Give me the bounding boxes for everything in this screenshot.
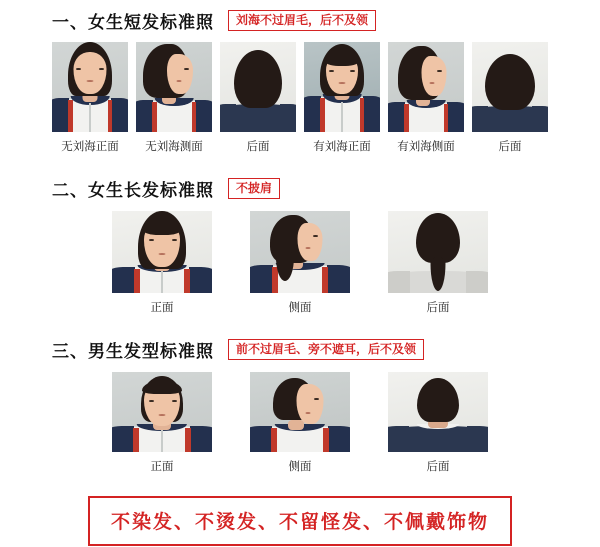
photo-caption: 有刘海正面 xyxy=(313,141,371,153)
photo-item xyxy=(388,42,464,154)
photo-item xyxy=(388,211,488,315)
photo-caption: 侧面 xyxy=(288,461,312,473)
photo-girls-short-side-fringe xyxy=(388,42,464,132)
photo-boys-side xyxy=(250,372,350,452)
photo-caption: 无刘海测面 xyxy=(145,141,203,153)
photo-boys-back xyxy=(388,372,488,452)
photo-girls-short-front-fringe xyxy=(304,42,380,132)
photo-item xyxy=(250,211,350,315)
section-note-badge: 前不过眉毛、旁不遮耳，后不及领 xyxy=(228,339,424,360)
photo-girls-short-front-nofringe xyxy=(52,42,128,132)
photo-girls-long-side xyxy=(250,211,350,293)
section-title: 一、女生短发标准照 xyxy=(52,13,214,32)
section-header-boys-hair xyxy=(0,337,600,362)
footer-rule-box: 不染发、不烫发、不留怪发、不佩戴饰物 xyxy=(88,496,512,546)
photo-caption: 后面 xyxy=(426,461,450,473)
photo-caption: 后面 xyxy=(426,302,450,314)
photo-caption: 侧面 xyxy=(288,302,312,314)
photo-item xyxy=(388,372,488,474)
photo-item xyxy=(112,211,212,315)
photo-girls-short-back-1 xyxy=(220,42,296,132)
photo-item xyxy=(472,42,548,154)
section-note-badge: 刘海不过眉毛，后不及领 xyxy=(228,10,376,31)
photo-caption: 无刘海正面 xyxy=(61,141,119,153)
photo-girls-short-back-2 xyxy=(472,42,548,132)
section-header-girls-short-hair xyxy=(0,8,600,33)
photo-girls-long-front xyxy=(112,211,212,293)
section-title: 三、男生发型标准照 xyxy=(52,342,214,361)
photo-row-boys-hair xyxy=(0,372,600,474)
photo-item xyxy=(304,42,380,154)
photo-row-girls-short-hair xyxy=(0,42,600,154)
photo-girls-long-back xyxy=(388,211,488,293)
photo-caption: 后面 xyxy=(246,141,270,153)
document-page xyxy=(0,8,600,547)
photo-caption: 正面 xyxy=(150,302,174,314)
section-note-badge: 不披肩 xyxy=(228,178,280,199)
photo-item xyxy=(136,42,212,154)
photo-item xyxy=(112,372,212,474)
photo-item xyxy=(220,42,296,154)
photo-girls-short-side-nofringe xyxy=(136,42,212,132)
photo-item xyxy=(52,42,128,154)
photo-caption: 有刘海侧面 xyxy=(397,141,455,153)
photo-caption: 正面 xyxy=(150,461,174,473)
section-title: 二、女生长发标准照 xyxy=(52,181,214,200)
photo-row-girls-long-hair xyxy=(0,211,600,315)
section-header-girls-long-hair xyxy=(0,176,600,201)
photo-caption: 后面 xyxy=(498,141,522,153)
photo-boys-front xyxy=(112,372,212,452)
photo-item xyxy=(250,372,350,474)
